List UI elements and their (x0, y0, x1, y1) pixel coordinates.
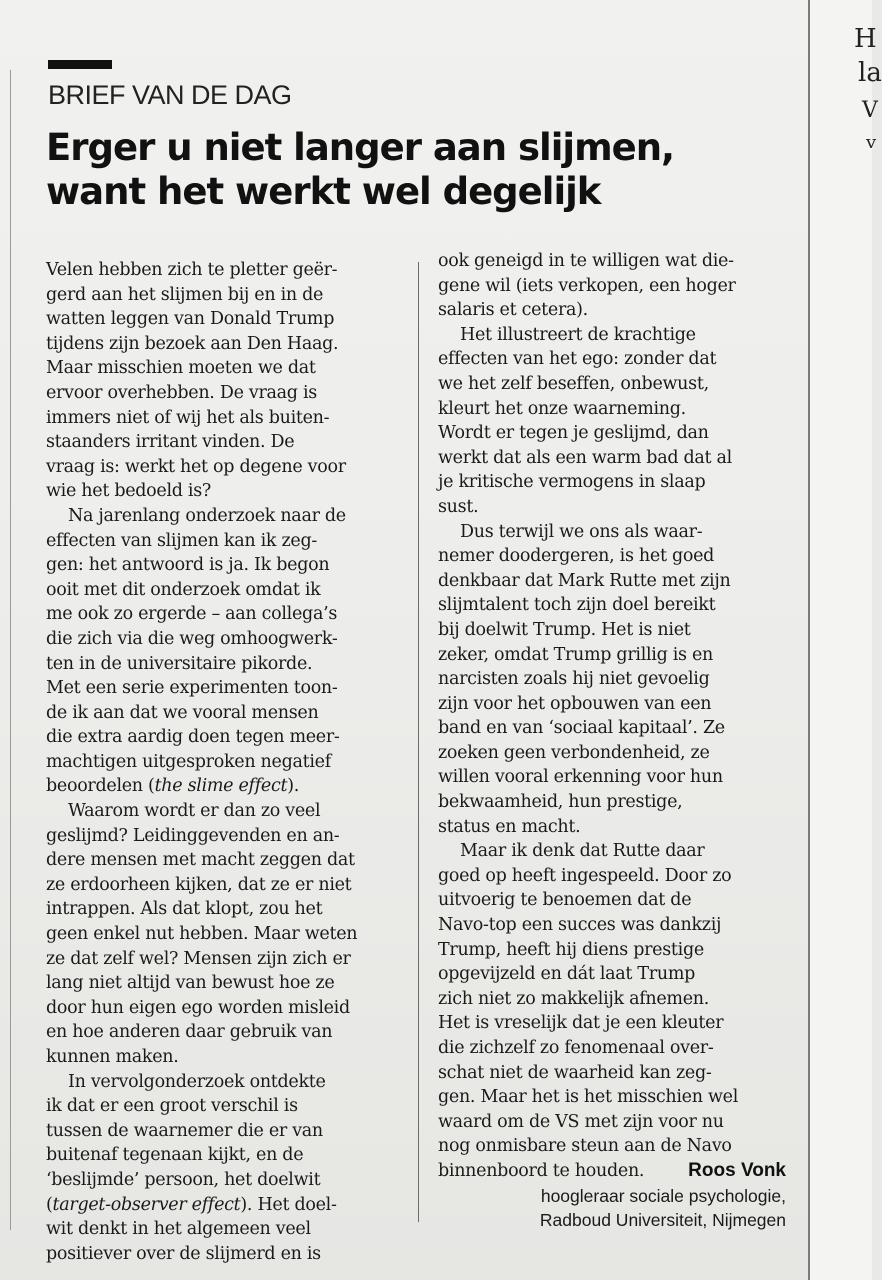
article-line: effecten van het ego: zonder dat (438, 349, 717, 370)
author-affiliation: Radboud Universiteit, Nijmegen (539, 1210, 786, 1230)
article-line: willen vooral erkenning voor hun (438, 767, 723, 788)
headline-line-1: Erger u niet langer aan slijmen, (46, 126, 675, 169)
section-kicker: BRIEF VAN DE DAG (48, 80, 292, 110)
article-line: effecten van slijmen kan ik zeg- (46, 530, 317, 551)
article-line: ze erdoorheen kijken, dat ze er niet (46, 874, 352, 895)
article-line: Het is vreselijk dat je een kleuter (438, 1013, 724, 1034)
article-line: Maar ik denk dat Rutte daar (460, 841, 705, 862)
article-line: goed op heeft ingespeeld. Door zo (438, 865, 732, 886)
article-line: sust. (438, 496, 479, 517)
article-line: buitenaf tegenaan kijkt, en de (46, 1145, 304, 1166)
article-line: ze dat zelf wel? Mensen zijn zich er (46, 948, 351, 969)
article-line: gen: het antwoord is ja. Ik begon (46, 555, 330, 576)
article-line: In vervolgonderzoek ontdekte (68, 1071, 326, 1092)
italic-term: target-observer effect (52, 1194, 241, 1215)
article-line: die extra aardig doen tegen meer- (46, 727, 340, 748)
article-line: en hoe anderen daar gebruik van (46, 1022, 333, 1043)
column-divider (418, 262, 419, 1222)
article-line: vraag is: werkt het op degene voor (46, 456, 346, 477)
article-line: door hun eigen ego worden misleid (46, 997, 350, 1018)
article-line: staanders irritant vinden. De (46, 432, 295, 453)
article-line: ik dat er een groot verschil is (46, 1096, 298, 1117)
article-line: ‘beslijmde’ persoon, het doelwit (46, 1169, 321, 1190)
article-line: die zichzelf zo fenomenaal over- (438, 1038, 714, 1058)
article-line: Waarom wordt er dan zo veel (68, 801, 321, 822)
article-line: band en van ‘sociaal kapitaal’. Ze (438, 718, 725, 739)
article-line: watten leggen van Donald Trump (46, 309, 335, 330)
article-line: dere mensen met macht zeggen dat (46, 850, 355, 871)
byline (540, 1158, 786, 1232)
article-line: bij doelwit Trump. Het is niet (438, 619, 691, 640)
article-line: opgevijzeld en dát laat Trump (438, 964, 696, 985)
article-line: beoordelen (the slime effect). (46, 776, 299, 797)
article-line: zijn voor het opbouwen van een (438, 693, 712, 714)
article-line: positiever over de slijmerd en is (46, 1243, 321, 1264)
article-line: zich niet zo makkelijk afnemen. (438, 988, 709, 1009)
article-line: tijdens zijn bezoek aan Den Haag. (46, 333, 339, 354)
article-line: lang niet altijd van bewust hoe ze (46, 973, 335, 994)
article-line: Na jarenlang onderzoek naar de (68, 505, 346, 526)
article-line: me ook zo ergerde – aan collega’s (46, 604, 338, 625)
article-line: (target-observer effect). Het doel- (46, 1194, 337, 1215)
article-line: denkbaar dat Mark Rutte met zijn (438, 570, 731, 591)
article-line: schat niet de waarheid kan zeg- (438, 1062, 712, 1083)
article-line: gen. Maar het is het misschien wel (438, 1087, 738, 1108)
article-line: Wordt er tegen je geslijmd, dan (438, 423, 709, 444)
adjacent-page-edge (808, 0, 882, 1280)
article-line: ook geneigd in te willigen wat die- (438, 251, 734, 271)
headline-line-2: want het werkt wel degelijk (46, 170, 601, 213)
article-line: werkt dat als een warm bad dat al (438, 447, 732, 468)
article-line: narcisten zoals hij niet gevoelig (438, 669, 710, 690)
article-line: bekwaamheid, hun prestige, (438, 792, 683, 813)
article-line: salaris et cetera). (438, 300, 588, 321)
article-line: Maar misschien moeten we dat (46, 358, 316, 379)
edge-fragment: v (866, 132, 877, 153)
article-line: ooit met dit onderzoek omdat ik (46, 579, 321, 600)
article-line: die zich via die weg omhoogwerk- (46, 628, 338, 649)
author-name: Roos Vonk (688, 1160, 786, 1181)
article-line: gerd aan het slijmen bij en in de (46, 284, 324, 305)
article-headline (46, 126, 786, 214)
article-line: nemer doodergeren, is het goed (438, 546, 715, 567)
page-edge-line (10, 70, 11, 1230)
article-line: zoeken geen verbondenheid, ze (438, 742, 710, 763)
article-line: tussen de waarnemer die er van (46, 1120, 323, 1141)
article-line: ervoor overhebben. De vraag is (46, 382, 317, 403)
article-line: gene wil (iets verkopen, een hoger (438, 275, 736, 296)
article-line: status en macht. (438, 816, 581, 837)
article-line: wit denkt in het algemeen veel (46, 1219, 311, 1240)
article-line: intrappen. Als dat klopt, zou het (46, 899, 323, 920)
article-line: Velen hebben zich te pletter geër- (46, 260, 338, 280)
edge-fragment: H (854, 24, 877, 54)
article-line: waard om de VS met zijn voor nu (438, 1111, 724, 1132)
article-line: Dus terwijl we ons als waar- (460, 521, 703, 542)
author-role: hoogleraar sociale psychologie, (540, 1186, 786, 1206)
article-line: Met een serie experimenten toon- (46, 678, 338, 699)
article-line: geslijmd? Leidinggevenden en an- (46, 825, 340, 846)
article-line: Navo-top een succes was dankzij (438, 915, 722, 936)
article-line: binnenboord te houden. (438, 1160, 645, 1181)
article-line: we het zelf beseffen, onbewust, (438, 373, 709, 394)
article-line: je kritische vermogens in slaap (438, 472, 706, 493)
article-line: wie het bedoeld is? (46, 481, 211, 502)
edge-fragment: V (862, 98, 878, 123)
article-line: kunnen maken. (46, 1047, 179, 1067)
article-line: uitvoerig te benoemen dat de (438, 890, 692, 911)
article-line: ten in de universitaire pikorde. (46, 653, 313, 674)
article-column-1 (46, 258, 406, 1266)
edge-fragment: la (858, 58, 882, 88)
article-line: machtigen uitgesproken negatief (46, 751, 331, 772)
article-line: slijmtalent toch zijn doel bereikt (438, 595, 716, 616)
article-line: zeker, omdat Trump grillig is en (438, 644, 714, 665)
article-line: Trump, heeft hij diens prestige (438, 939, 704, 960)
article-line: de ik aan dat we vooral mensen (46, 702, 319, 723)
section-bar (48, 60, 112, 69)
article-line: nog onmisbare steun aan de Navo (438, 1136, 732, 1157)
article-line: immers niet of wij het als buiten- (46, 407, 330, 428)
article-line: kleurt het onze waarneming. (438, 398, 686, 419)
article-line: Het illustreert de krachtige (460, 324, 696, 345)
article-line: geen enkel nut hebben. Maar weten (46, 924, 358, 945)
italic-term: the slime effect (154, 776, 288, 797)
article-column-2 (438, 249, 798, 1184)
